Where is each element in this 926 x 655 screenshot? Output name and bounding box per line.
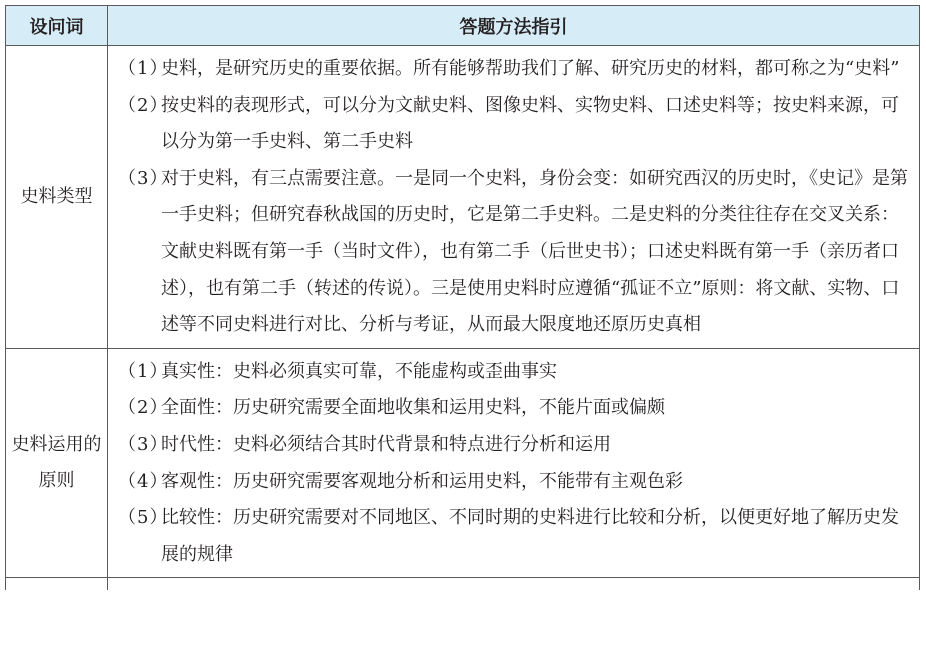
item-number: （4）: [118, 470, 169, 492]
header-row: [6, 6, 920, 46]
item-text: 时代性：史料必须结合其时代背景和特点进行分析和运用: [161, 433, 611, 455]
guide-table: [5, 5, 920, 590]
list-item: [118, 427, 911, 464]
list-item: [118, 500, 911, 573]
term-source-types: 史料类型: [6, 46, 108, 349]
item-number: （3）: [118, 433, 169, 455]
item-text: 真实性：史料必须真实可靠，不能虚构或歪曲事实: [161, 360, 557, 382]
list-item: [118, 464, 911, 501]
list-item: [118, 390, 911, 427]
list-item: [118, 161, 911, 344]
continued-cell-guide: [108, 578, 920, 591]
guide-source-types: [108, 46, 920, 349]
item-number: （5）: [118, 507, 169, 529]
list-item: [118, 51, 911, 88]
item-text: 对于史料，有三点需要注意。一是同一个史料，身份会变：如研究西汉的历史时，《史记》是第一手史料；但研究春秋战国的历史时，它是第二手史料。二是史料的分类往往存在交叉关系：文献史料既有第一手（当时文件），也有第二手（后世史书）；口述史料既有第一手（亲历者口述），也有第二手（转述的传说）。三是使用史料时应遵循“孤证不立”原则：将文献、实物、口述等不同史料进行对比、分析与考证，从而最大限度地还原历史真相: [161, 167, 908, 336]
header-term: 设问词: [6, 6, 108, 46]
item-text: 比较性：历史研究需要对不同地区、不同时期的史料进行比较和分析，以便更好地了解历史发展的规律: [161, 507, 899, 565]
item-text: 按史料的表现形式，可以分为文献史料、图像史料、实物史料、口述史料等；按史料来源，可以分为第一手史料、第二手史料: [161, 94, 899, 153]
item-text: 史料，是研究历史的重要依据。所有能够帮助我们了解、研究历史的材料，都可称之为“史料”: [161, 58, 900, 79]
header-guide: 答题方法指引: [108, 6, 920, 46]
guide-usage-principles: [108, 348, 920, 578]
table-row-continued: [6, 578, 920, 591]
item-number: （3）: [118, 167, 169, 189]
continued-cell-term: [6, 578, 108, 591]
item-number: （1）: [118, 360, 169, 382]
item-text: 全面性：历史研究需要全面地收集和运用史料，不能片面或偏颇: [161, 397, 665, 419]
item-number: （2）: [118, 397, 169, 419]
item-number: （2）: [118, 94, 169, 116]
term-usage-principles: 史料运用的原则: [6, 348, 108, 578]
item-number: （1）: [118, 58, 169, 79]
table-row-usage-principles: [6, 348, 920, 578]
item-text: 客观性：历史研究需要客观地分析和运用史料，不能带有主观色彩: [161, 470, 683, 492]
table-row-source-types: [6, 46, 920, 349]
list-item: [118, 88, 911, 161]
list-item: [118, 354, 911, 391]
